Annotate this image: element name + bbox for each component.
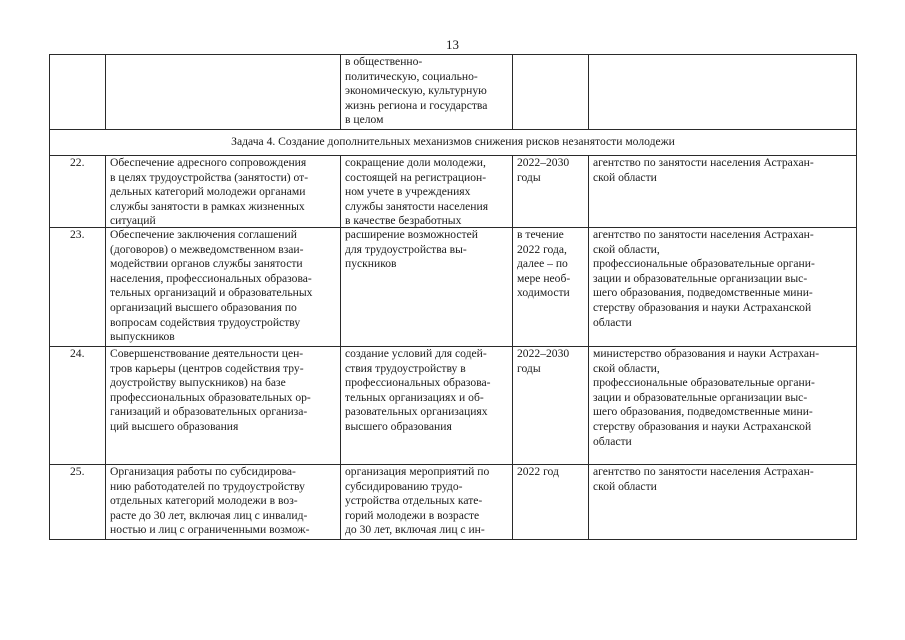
cell-executor: агентство по занятости населения Астрахан- ской области	[589, 465, 857, 540]
cell-term: 2022–2030 годы	[513, 347, 589, 465]
task-header-row	[50, 130, 857, 156]
cell-result: расширение возможностей для трудоустройства вы- пускников	[341, 228, 513, 347]
cell-num: 25.	[50, 465, 106, 540]
cell-term: в течение 2022 года, далее – по мере необ- ходимости	[513, 228, 589, 347]
cell-executor: агентство по занятости населения Астрахан- ской области, профессиональные образовательные органи- зации и образовательные организации выс- шего образования, подведомственные мини- стерству образования и науки Астраханской области	[589, 228, 857, 347]
cell-activity: Обеспечение адресного сопровождения в целях трудоустройства (занятости) от- дельных категорий молодежи органами службы занятости в рамках жизненных ситуаций	[106, 156, 341, 228]
cell-num	[50, 55, 106, 130]
cell-activity: Организация работы по субсидирова- нию работодателей по трудоустройству отдельных категорий молодежи в воз- расте до 30 лет, включая лиц с инвалид- ностью и лиц с ограниченными возмож-	[106, 465, 341, 540]
page-number: 13	[446, 37, 459, 52]
table-row-continuation	[50, 55, 857, 130]
table-row	[50, 347, 857, 465]
table-row	[50, 228, 857, 347]
task-header: Задача 4. Создание дополнительных механизмов снижения рисков незанятости молодежи	[50, 130, 857, 156]
cell-term: 2022–2030 годы	[513, 156, 589, 228]
activity-plan-table	[49, 54, 857, 540]
cell-result: в общественно- политическую, социально- экономическую, культурную жизнь региона и государства в целом	[341, 55, 513, 130]
cell-term: 2022 год	[513, 465, 589, 540]
cell-executor: министерство образования и науки Астрахан- ской области, профессиональные образовательные органи- зации и образовательные организации выс- шего образования, подведомственные мини- стерству образования и науки Астраханской области	[589, 347, 857, 465]
cell-activity	[106, 55, 341, 130]
table-row	[50, 156, 857, 228]
cell-executor	[589, 55, 857, 130]
cell-term	[513, 55, 589, 130]
cell-executor: агентство по занятости населения Астрахан- ской области	[589, 156, 857, 228]
cell-result: сокращение доли молодежи, состоящей на регистрацион- ном учете в учреждениях службы занятости населения в качестве безработных	[341, 156, 513, 228]
table-row	[50, 465, 857, 540]
cell-num: 23.	[50, 228, 106, 347]
cell-result: создание условий для содей- ствия трудоустройству в профессиональных образова- тельных организациях и об- разовательных организациях высшего образования	[341, 347, 513, 465]
cell-activity: Обеспечение заключения соглашений (договоров) о межведомственном взаи- модействии органов службы занятости населения, профессиональных образова- тельных организаций и образовательных организаций высшего образования по вопросам содействия трудоустройству выпускников	[106, 228, 341, 347]
cell-num: 22.	[50, 156, 106, 228]
cell-result: организация мероприятий по субсидированию трудо- устройства отдельных кате- горий молодежи в возрасте до 30 лет, включая лиц с ин-	[341, 465, 513, 540]
cell-activity: Совершенствование деятельности цен- тров карьеры (центров содействия тру- доустройству выпускников) на базе профессиональных образовательных ор- ганизаций и образовательных организа- ций высшего образования	[106, 347, 341, 465]
cell-num: 24.	[50, 347, 106, 465]
